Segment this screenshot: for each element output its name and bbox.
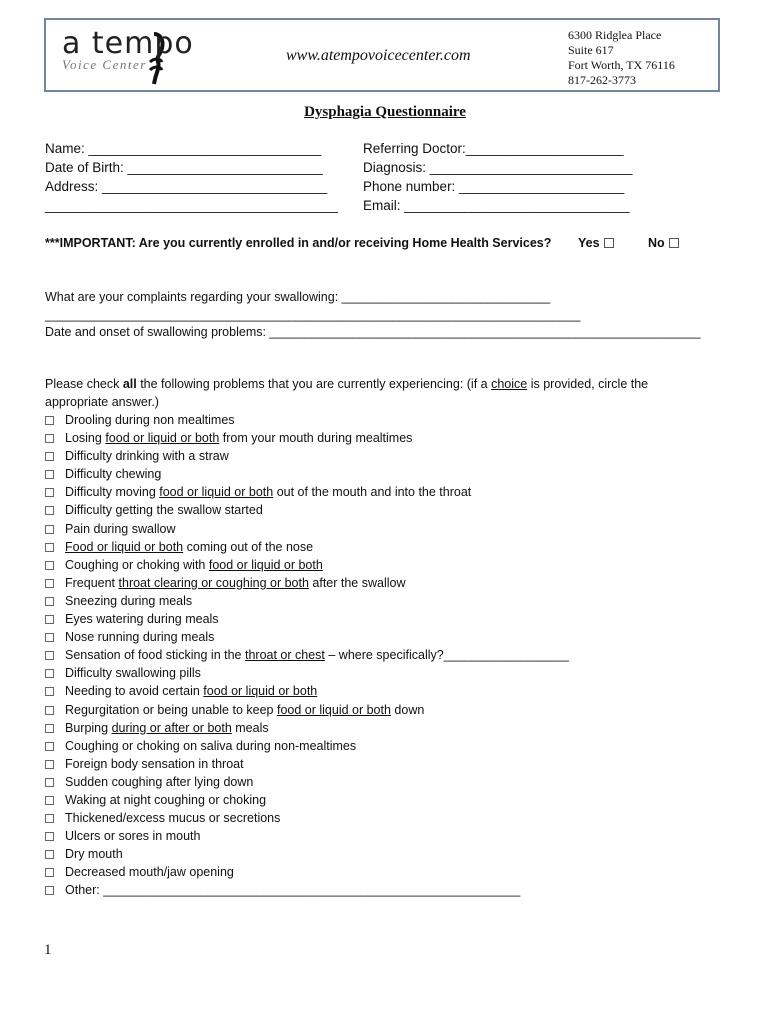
choice-text[interactable]: during or after or both [111, 720, 232, 735]
checkbox[interactable] [45, 434, 54, 443]
checkbox[interactable] [45, 543, 54, 552]
yes-checkbox[interactable] [604, 238, 614, 248]
instructions-part: is provided, circle the [527, 377, 649, 391]
item-text: meals [231, 720, 269, 735]
choice-text[interactable]: food or liquid or both [159, 485, 274, 500]
item-text: Sensation of food sticking in the [65, 648, 245, 663]
checkbox[interactable] [45, 796, 54, 805]
page-number: 1 [44, 942, 52, 958]
item-text: Dry mouth [65, 847, 123, 862]
logo-wordmark: a tempo [62, 26, 194, 61]
checkbox[interactable] [45, 470, 54, 479]
choice-text[interactable]: food or liquid or both [203, 684, 318, 699]
checklist-item[interactable] [45, 429, 569, 447]
item-text: Difficulty chewing [65, 467, 162, 482]
instructions-part: Please check [45, 377, 123, 391]
choice-text[interactable]: Food or liquid or both [65, 539, 184, 554]
item-text: Burping [65, 720, 112, 735]
checklist-item[interactable] [45, 701, 569, 719]
item-text: Drooling during non mealtimes [65, 413, 235, 427]
checklist-item[interactable] [45, 483, 569, 501]
instructions-emphasis: all [122, 377, 137, 391]
checkbox[interactable] [45, 850, 54, 859]
checkbox[interactable] [45, 615, 54, 624]
item-text: Foreign body sensation in throat [65, 756, 244, 771]
item-text: Difficulty swallowing pills [65, 666, 201, 681]
checklist-item[interactable] [45, 755, 569, 773]
home-health-question: ***IMPORTANT: Are you currently enrolled in and/or receiving Home Health Services? [45, 236, 552, 250]
item-text: Losing [65, 431, 106, 446]
checkbox[interactable] [45, 687, 54, 696]
checklist-item[interactable] [45, 737, 569, 755]
item-text: down [390, 702, 425, 717]
checkbox[interactable] [45, 416, 54, 425]
checklist-item[interactable] [45, 465, 569, 483]
item-text: after the swallow [308, 575, 406, 590]
complaints-field-line2[interactable]: _____________________________________________________________________________ [45, 308, 581, 322]
item-text: Decreased mouth/jaw opening [65, 865, 234, 880]
choice-text[interactable]: throat clearing or coughing or both [118, 575, 309, 590]
checklist-item[interactable] [45, 520, 569, 538]
instructions-part: the following problems that you are currently experiencing: (if a [136, 377, 492, 391]
onset-field[interactable]: Date and onset of swallowing problems: ______________________________________________________________ [45, 325, 701, 339]
checkbox[interactable] [45, 506, 54, 515]
checkbox[interactable] [45, 452, 54, 461]
address-line: Suite 617 [568, 43, 614, 57]
checklist-item[interactable] [45, 773, 569, 791]
checkbox[interactable] [45, 814, 54, 823]
checkbox[interactable] [45, 633, 54, 642]
item-text: Pain during swallow [65, 521, 176, 536]
phone-number: 817-262-3773 [568, 73, 636, 87]
item-text: Nose running during meals [65, 630, 215, 645]
email-field[interactable]: Email: ______________________________ [363, 198, 630, 213]
item-text: coming out of the nose [183, 539, 314, 554]
checklist-item[interactable] [45, 610, 569, 628]
checkbox[interactable] [45, 669, 54, 678]
checklist-item[interactable] [45, 827, 569, 845]
checklist-item[interactable] [45, 682, 569, 700]
address-line: Fort Worth, TX 76116 [568, 58, 675, 72]
address-field[interactable]: Address: ______________________________ [45, 179, 328, 194]
complaints-field[interactable]: What are your complaints regarding your swallowing: ______________________________ [45, 290, 551, 304]
checklist-item[interactable] [45, 411, 569, 429]
checklist-item[interactable] [45, 881, 569, 899]
logo-subtitle: Voice Center [62, 57, 147, 72]
website-url[interactable]: www.atempovoicecenter.com [286, 47, 471, 64]
item-text: Other: ____________________________________________________________ [65, 883, 521, 898]
checkbox[interactable] [45, 742, 54, 751]
item-text: Coughing or choking on saliva during non-mealtimes [65, 738, 357, 753]
checkbox[interactable] [45, 778, 54, 787]
yes-option[interactable] [578, 234, 614, 252]
checklist-item[interactable] [45, 592, 569, 610]
checkbox[interactable] [45, 597, 54, 606]
checklist-item[interactable] [45, 664, 569, 682]
checklist-item[interactable] [45, 719, 569, 737]
referring-doctor-field[interactable]: Referring Doctor:_____________________ [363, 141, 624, 156]
page-title: Dysphagia Questionnaire [304, 104, 466, 120]
no-label: No [648, 236, 665, 250]
no-option[interactable] [648, 234, 679, 252]
checklist-item[interactable] [45, 556, 569, 574]
instructions-text [45, 375, 648, 393]
address-field-line2[interactable]: _______________________________________ [45, 198, 338, 213]
phone-field[interactable]: Phone number: ______________________ [363, 179, 625, 194]
instructions-text-line2: appropriate answer.) [45, 395, 159, 409]
item-text: Regurgitation or being unable to keep [65, 702, 277, 717]
checklist-item[interactable] [45, 574, 569, 592]
checkbox[interactable] [45, 561, 54, 570]
checkbox[interactable] [45, 760, 54, 769]
item-text: Frequent [65, 575, 119, 590]
item-text: – where specifically?__________________ [324, 648, 569, 663]
instructions-choice: choice [491, 377, 528, 391]
item-text: Eyes watering during meals [65, 612, 219, 627]
checkbox[interactable] [45, 525, 54, 534]
yes-label: Yes [578, 236, 600, 250]
checklist-item[interactable] [45, 628, 569, 646]
item-text: Waking at night coughing or choking [65, 792, 267, 807]
name-field[interactable]: Name: _______________________________ [45, 141, 322, 156]
item-text: Sneezing during meals [65, 593, 193, 608]
checkbox[interactable] [45, 579, 54, 588]
checklist-item[interactable] [45, 845, 569, 863]
clinic-address [568, 28, 675, 88]
checklist-item[interactable] [45, 863, 569, 881]
checkbox[interactable] [45, 724, 54, 733]
item-text: Sudden coughing after lying down [65, 774, 254, 789]
checklist-item[interactable] [45, 501, 569, 519]
checklist-item[interactable] [45, 447, 569, 465]
item-text: Difficulty getting the swallow started [65, 503, 263, 518]
checklist-item[interactable] [45, 538, 569, 556]
checkbox[interactable] [45, 651, 54, 660]
problem-checklist [45, 411, 569, 900]
checkbox[interactable] [45, 868, 54, 877]
item-text: Needing to avoid certain [65, 684, 204, 699]
diagnosis-field[interactable]: Diagnosis: ___________________________ [363, 160, 633, 175]
checkbox[interactable] [45, 886, 54, 895]
item-text: Thickened/excess mucus or secretions [65, 811, 281, 826]
address-line: 6300 Ridglea Place [568, 28, 662, 42]
item-text: from your mouth during mealtimes [219, 431, 413, 446]
checkbox[interactable] [45, 488, 54, 497]
item-text: Coughing or choking with [65, 557, 209, 572]
checklist-item[interactable] [45, 646, 569, 664]
item-text: Ulcers or sores in mouth [65, 829, 201, 844]
choice-text[interactable]: food or liquid or both [208, 557, 323, 572]
checklist-item[interactable] [45, 809, 569, 827]
checkbox[interactable] [45, 706, 54, 715]
item-text: Difficulty drinking with a straw [65, 449, 229, 464]
no-checkbox[interactable] [669, 238, 679, 248]
choice-text[interactable]: food or liquid or both [276, 702, 391, 717]
checklist-item[interactable] [45, 791, 569, 809]
choice-text[interactable]: food or liquid or both [105, 431, 220, 446]
dob-field[interactable]: Date of Birth: __________________________ [45, 160, 323, 175]
item-text: out of the mouth and into the throat [273, 485, 472, 500]
item-text: Difficulty moving [65, 485, 160, 500]
choice-text[interactable]: throat or chest [244, 648, 325, 663]
checkbox[interactable] [45, 832, 54, 841]
